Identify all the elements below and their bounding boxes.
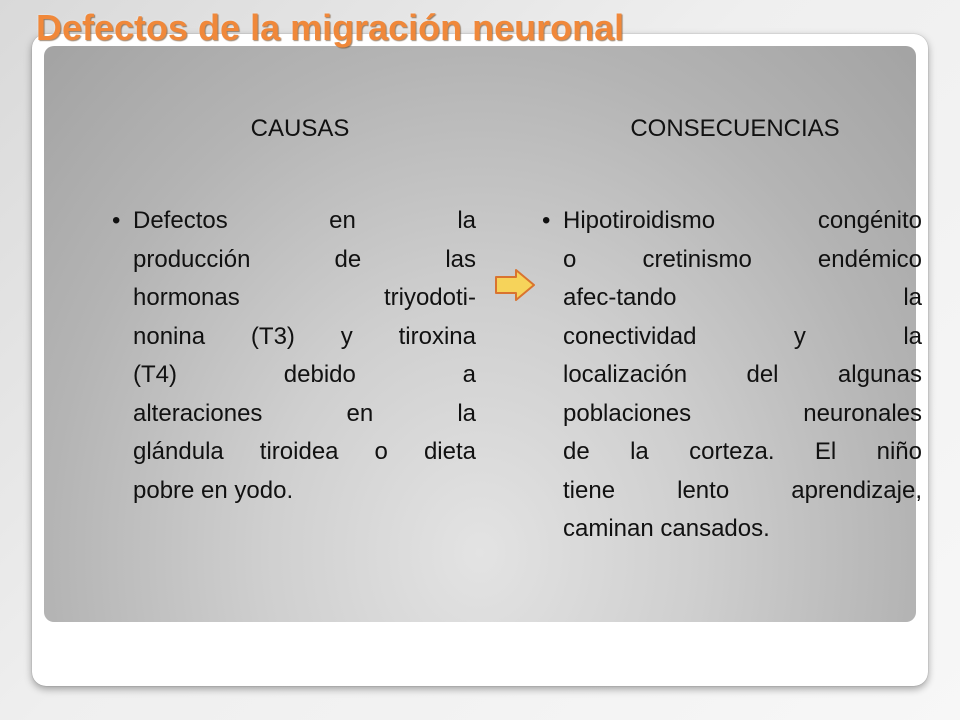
causes-line: alteraciones en la bbox=[133, 399, 476, 427]
causes-line: pobre en yodo. bbox=[133, 476, 294, 504]
consequences-heading: CONSECUENCIAS bbox=[630, 115, 840, 142]
arrow-right-icon bbox=[494, 269, 536, 301]
causes-text bbox=[133, 202, 476, 510]
arrow-right-shape bbox=[496, 270, 534, 300]
bullet-icon: • bbox=[112, 207, 121, 234]
causes-bullet bbox=[112, 202, 476, 510]
consequences-line: afec-tando la bbox=[563, 284, 922, 311]
causes-line: glándula tiroidea o dieta bbox=[133, 438, 476, 465]
consequences-bullet bbox=[542, 202, 922, 549]
consequences-line: de la corteza. El niño bbox=[563, 438, 922, 465]
consequences-line: caminan cansados. bbox=[563, 515, 770, 542]
causes-line: (T4) debido a bbox=[133, 361, 476, 388]
slide-title: Defectos de la migración neuronal bbox=[36, 7, 625, 48]
consequences-text bbox=[563, 202, 922, 549]
causes-line: hormonas triyodoti- bbox=[133, 284, 476, 311]
causes-heading: CAUSAS bbox=[250, 115, 350, 142]
causes-line: nonina (T3) y tiroxina bbox=[133, 322, 476, 350]
consequences-line: tiene lento aprendizaje, bbox=[563, 476, 922, 504]
consequences-line: o cretinismo endémico bbox=[563, 245, 922, 273]
causes-line: Defectos en la bbox=[133, 207, 476, 234]
consequences-line: Hipotiroidismo congénito bbox=[563, 207, 922, 234]
consequences-line: localización del algunas bbox=[563, 361, 922, 388]
consequences-line: poblaciones neuronales bbox=[563, 399, 922, 427]
causes-line: producción de las bbox=[133, 245, 476, 273]
bullet-icon: • bbox=[542, 207, 551, 234]
consequences-line: conectividad y la bbox=[563, 322, 922, 350]
